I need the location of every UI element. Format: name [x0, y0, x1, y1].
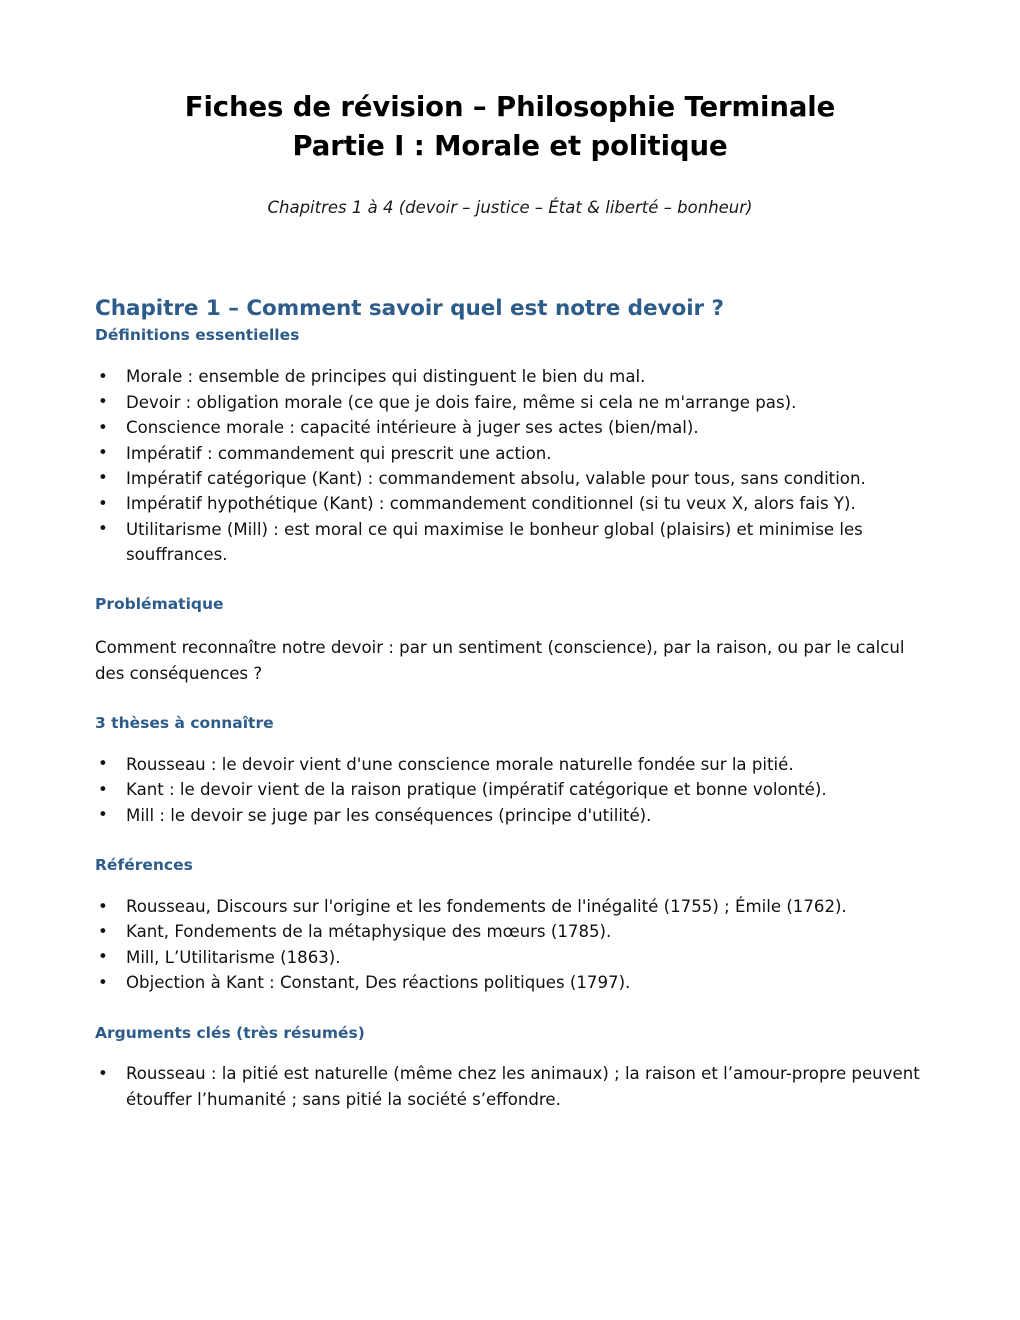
arguments-list	[95, 1043, 925, 1112]
section-heading-theses: 3 thèses à connaître	[95, 714, 274, 733]
list-item-text: Kant, Fondements de la métaphysique des mœurs (1785).	[126, 922, 612, 942]
problematique-paragraph: Comment reconnaître notre devoir : par un sentiment (conscience), par la raison, ou par le calcul des conséquences ?	[95, 638, 905, 683]
list-item	[97, 1061, 925, 1112]
section-heading-arguments: Arguments clés (très résumés)	[95, 1023, 365, 1042]
bullet-icon: •	[98, 493, 108, 513]
list-item	[97, 390, 925, 415]
list-item	[97, 491, 925, 516]
list-item-text: Mill : le devoir se juge par les conséquences (principe d'utilité).	[126, 805, 652, 825]
list-item-text: Rousseau, Discours sur l'origine et les fondements de l'inégalité (1755) ; Émile (1762).	[126, 897, 847, 917]
list-item	[97, 803, 925, 828]
list-item-text: Impératif : commandement qui prescrit une action.	[126, 443, 552, 463]
list-item	[97, 466, 925, 491]
list-item-text: Devoir : obligation morale (ce que je dois faire, même si cela ne m'arrange pas).	[126, 392, 797, 412]
page-title	[95, 0, 925, 166]
chapter-1-block	[95, 219, 925, 1113]
definitions-list	[95, 346, 925, 567]
list-item-text: Rousseau : la pitié est naturelle (même chez les animaux) ; la raison et l’amour-propre peuvent étouffer l’humanité ; sans pitié la société s’effondre.	[126, 1064, 920, 1109]
list-item	[97, 894, 925, 919]
list-item-text: Kant : le devoir vient de la raison pratique (impératif catégorique et bonne volonté).	[126, 780, 827, 800]
list-item	[97, 919, 925, 944]
bullet-icon: •	[98, 1063, 108, 1083]
list-item	[97, 415, 925, 440]
page-title-line-2: Partie I : Morale et politique	[292, 130, 728, 163]
references-list	[95, 876, 925, 996]
bullet-icon: •	[98, 972, 108, 992]
list-item-text: Impératif catégorique (Kant) : commandement absolu, valable pour tous, sans condition.	[126, 468, 866, 488]
list-item	[97, 945, 925, 970]
list-item	[97, 970, 925, 995]
bullet-icon: •	[98, 754, 108, 774]
bullet-icon: •	[98, 366, 108, 386]
bullet-icon: •	[98, 468, 108, 488]
section-heading-definitions: Définitions essentielles	[95, 326, 300, 345]
list-item-text: Morale : ensemble de principes qui distinguent le bien du mal.	[126, 367, 646, 387]
list-item	[97, 752, 925, 777]
list-item	[97, 364, 925, 389]
list-item	[97, 517, 925, 568]
chapter-heading: Chapitre 1 – Comment savoir quel est notre devoir ?	[95, 295, 724, 321]
page-title-line-1: Fiches de révision – Philosophie Terminale	[184, 91, 836, 123]
bullet-icon: •	[98, 921, 108, 941]
section-heading-references: Références	[95, 856, 193, 875]
bullet-icon: •	[98, 947, 108, 967]
bullet-icon: •	[98, 417, 108, 437]
bullet-icon: •	[98, 896, 108, 916]
page-subtitle: Chapitres 1 à 4 (devoir – justice – État & liberté – bonheur)	[267, 198, 753, 218]
list-item	[97, 441, 925, 466]
list-item-text: Rousseau : le devoir vient d'une conscience morale naturelle fondée sur la pitié.	[126, 754, 794, 774]
list-item-text: Impératif hypothétique (Kant) : commandement conditionnel (si tu veux X, alors fais Y).	[126, 494, 856, 514]
list-item-text: Utilitarisme (Mill) : est moral ce qui maximise le bonheur global (plaisirs) et minimise les souffrances.	[126, 519, 863, 565]
bullet-icon: •	[98, 443, 108, 463]
list-item-text: Objection à Kant : Constant, Des réactions politiques (1797).	[126, 973, 631, 993]
list-item	[97, 777, 925, 802]
bullet-icon: •	[98, 805, 108, 825]
theses-list	[95, 734, 925, 828]
bullet-icon: •	[98, 519, 108, 539]
bullet-icon: •	[98, 392, 108, 412]
list-item-text: Mill, L’Utilitarisme (1863).	[126, 947, 341, 967]
list-item-text: Conscience morale : capacité intérieure à juger ses actes (bien/mal).	[126, 418, 699, 438]
section-heading-problematique: Problématique	[95, 595, 224, 614]
bullet-icon: •	[98, 779, 108, 799]
